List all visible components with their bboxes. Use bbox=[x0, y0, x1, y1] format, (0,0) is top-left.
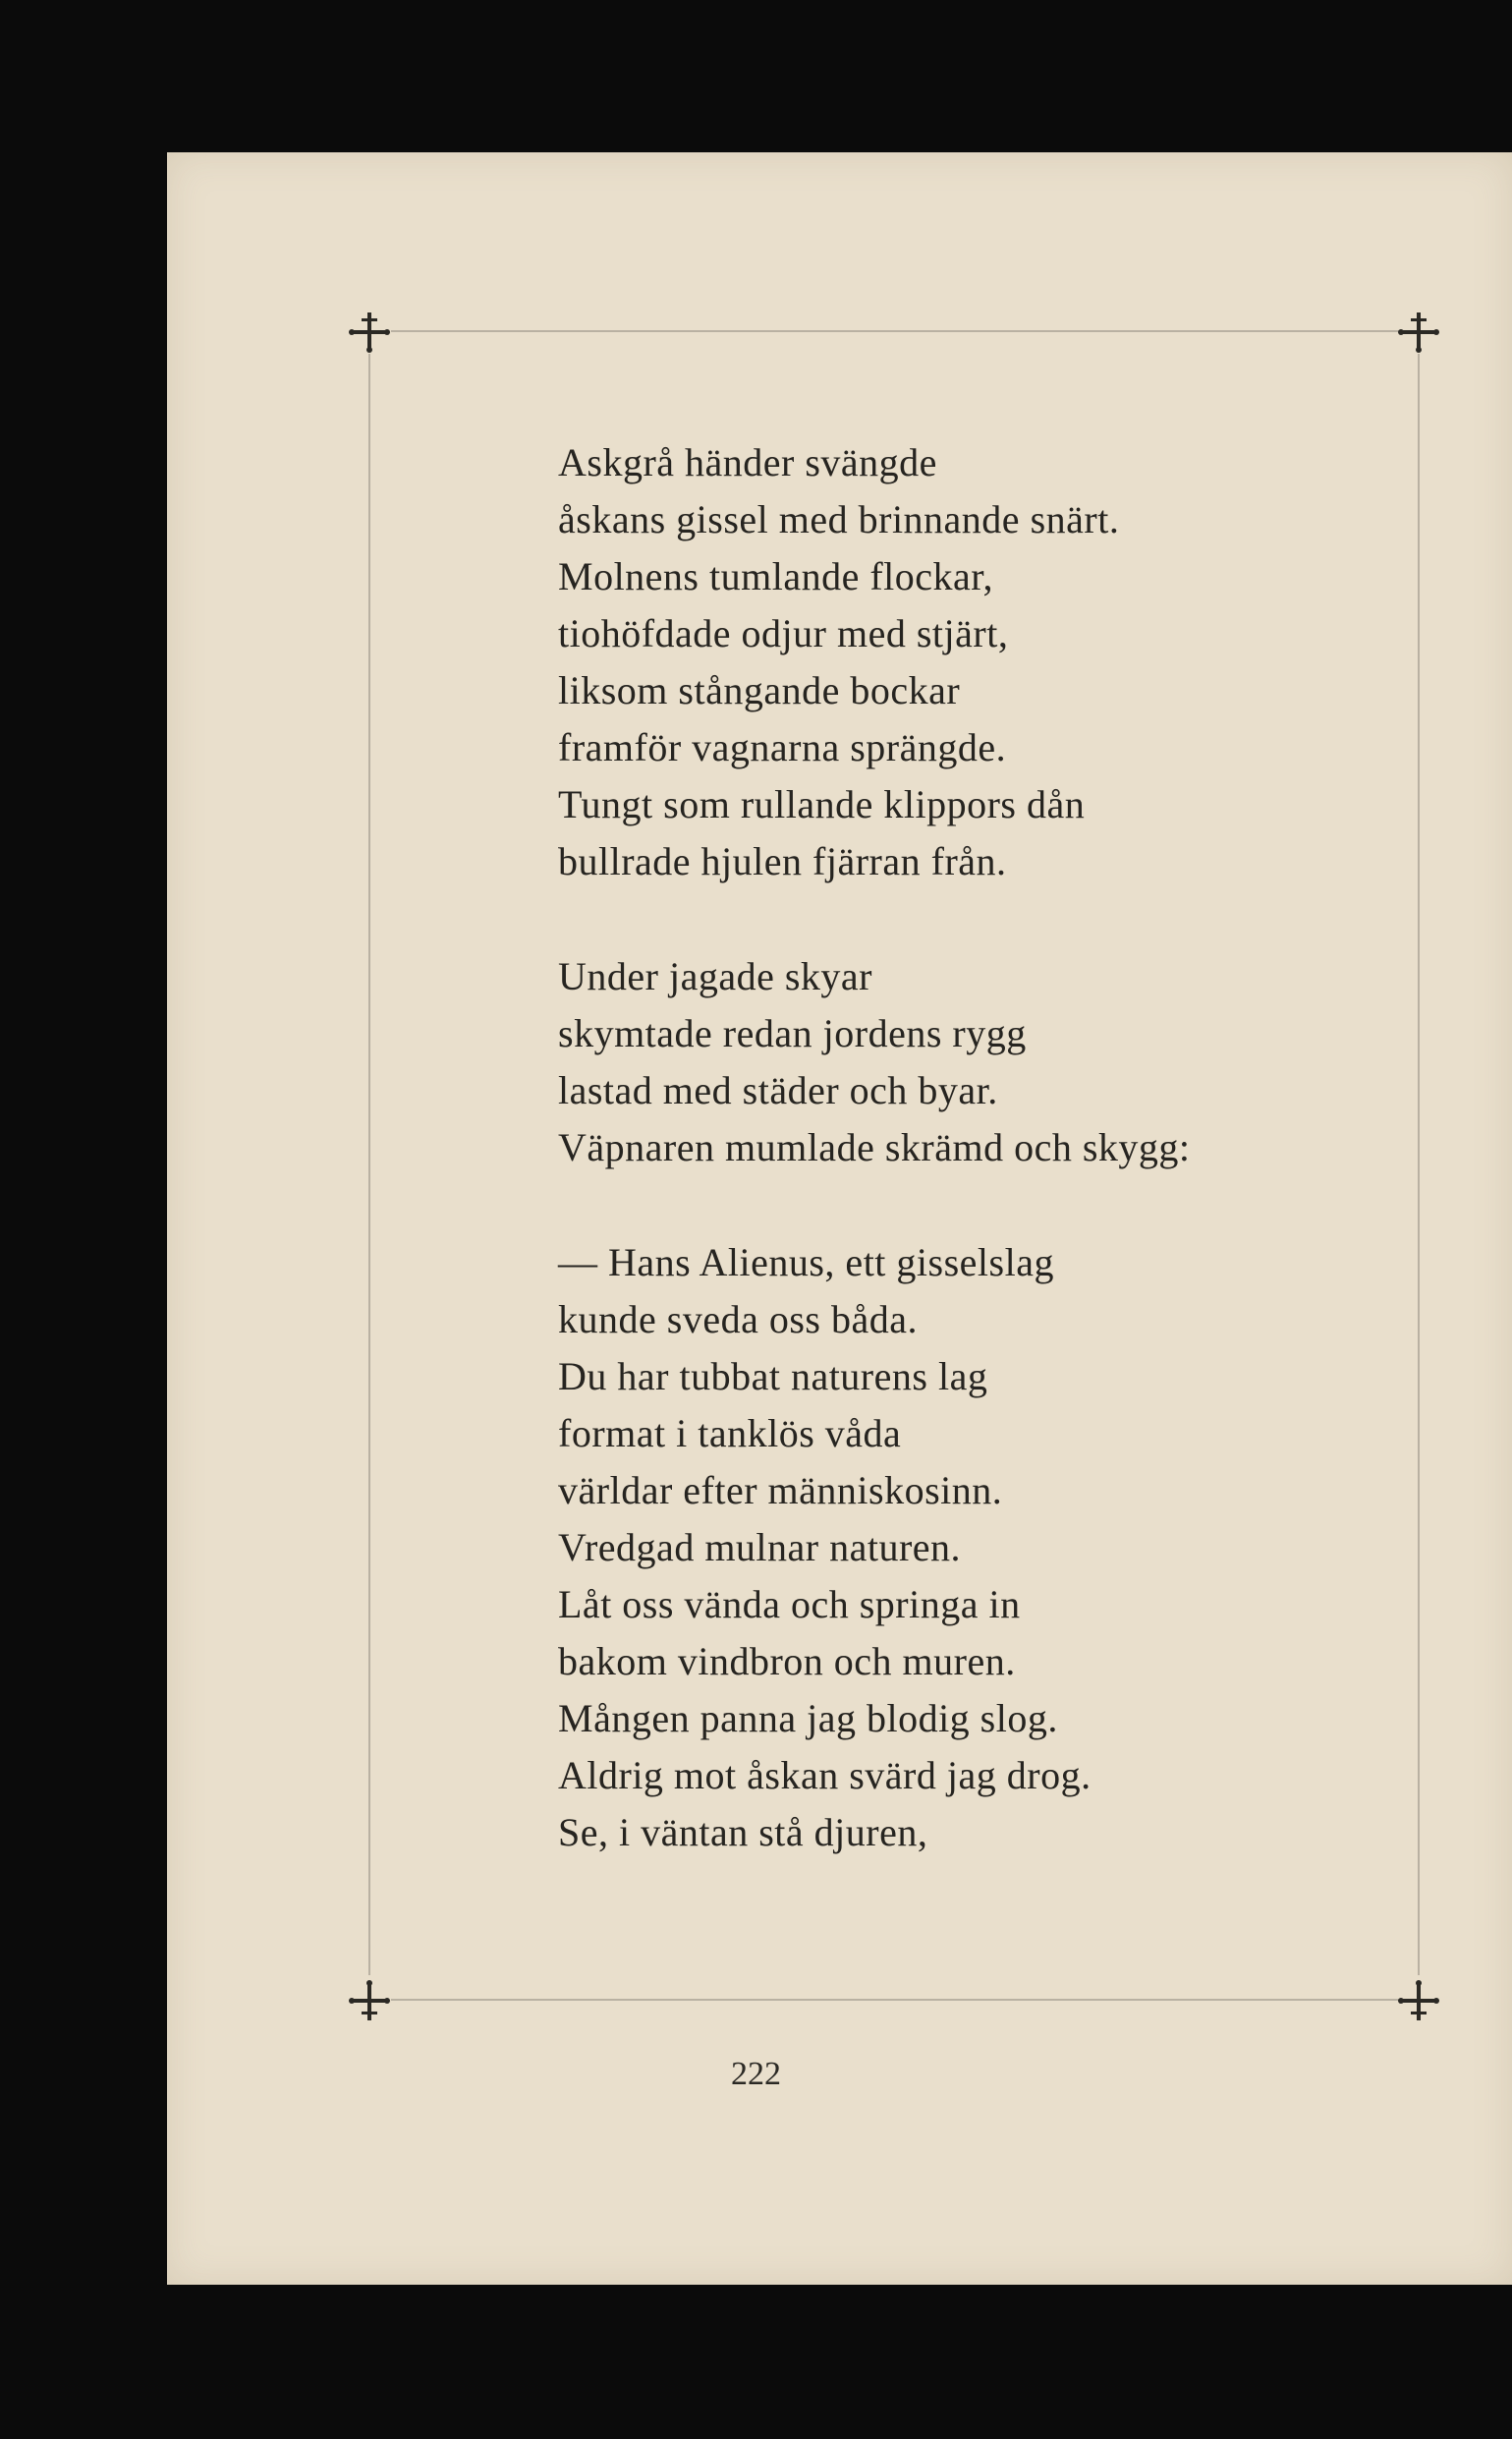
frame-top-rule bbox=[391, 330, 1407, 332]
poem-line: kunde sveda oss båda. bbox=[558, 1297, 918, 1341]
poem-line: bakom vindbron och muren. bbox=[558, 1639, 1016, 1683]
poem-body bbox=[558, 434, 1344, 1919]
poem-line: Väpnaren mumlade skrämd och skygg: bbox=[558, 1125, 1191, 1169]
poem-line: Se, i väntan stå djuren, bbox=[558, 1810, 928, 1854]
poem-line: liksom stångande bockar bbox=[558, 668, 961, 712]
poem-line: lastad med städer och byar. bbox=[558, 1068, 998, 1112]
poem-line: Under jagade skyar bbox=[558, 954, 872, 998]
page-number: 222 bbox=[731, 2056, 781, 2092]
poem-line: Du har tubbat naturens lag bbox=[558, 1354, 988, 1398]
poem-line: åskans gissel med brinnande snärt. bbox=[558, 497, 1120, 541]
corner-ornament-icon bbox=[342, 305, 397, 360]
poem-line: skymtade redan jordens rygg bbox=[558, 1011, 1027, 1055]
poem-line: Låt oss vända och springa in bbox=[558, 1582, 1021, 1626]
poem-line: bullrade hjulen fjärran från. bbox=[558, 839, 1007, 883]
poem-line: Vredgad mulnar naturen. bbox=[558, 1525, 962, 1569]
stanza bbox=[558, 1234, 1344, 1861]
poem-line: tiohöfdade odjur med stjärt, bbox=[558, 611, 1009, 655]
corner-ornament-icon bbox=[342, 1973, 397, 2028]
poem-line: Askgrå händer svängde bbox=[558, 440, 937, 484]
poem-line: Tungt som rullande klippors dån bbox=[558, 782, 1086, 826]
poem-line: framför vagnarna sprängde. bbox=[558, 725, 1007, 769]
frame-bottom-rule bbox=[391, 1999, 1407, 2001]
stanza bbox=[558, 948, 1344, 1176]
poem-line: format i tanklös våda bbox=[558, 1411, 902, 1455]
corner-ornament-icon bbox=[1391, 1973, 1446, 2028]
poem-line: Mången panna jag blodig slog. bbox=[558, 1696, 1058, 1740]
frame-right-rule bbox=[1418, 354, 1420, 1975]
corner-ornament-icon bbox=[1391, 305, 1446, 360]
frame-left-rule bbox=[368, 354, 370, 1975]
stanza bbox=[558, 434, 1344, 890]
poem-line: Molnens tumlande flockar, bbox=[558, 554, 994, 598]
poem-line: Aldrig mot åskan svärd jag drog. bbox=[558, 1753, 1092, 1797]
poem-line: världar efter människosinn. bbox=[558, 1468, 1003, 1512]
poem-line: — Hans Alienus, ett gisselslag bbox=[558, 1240, 1054, 1284]
